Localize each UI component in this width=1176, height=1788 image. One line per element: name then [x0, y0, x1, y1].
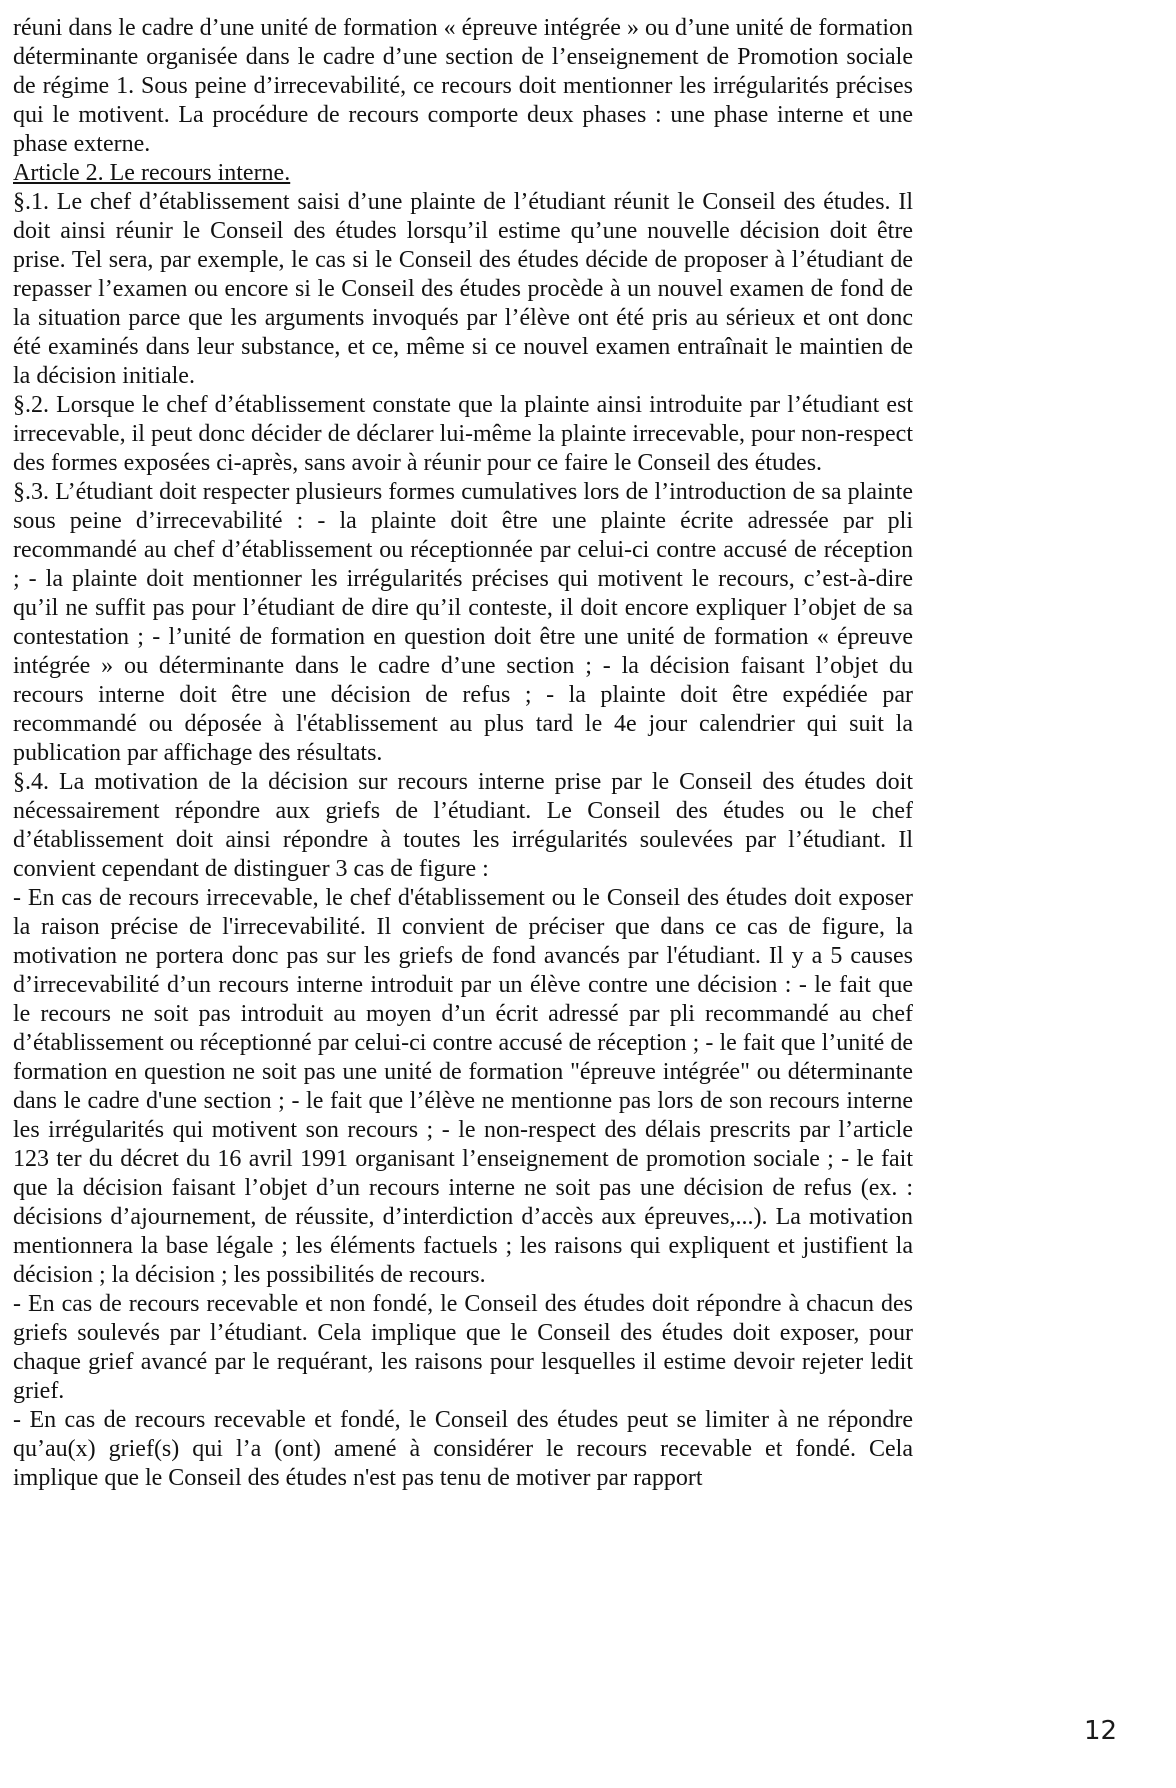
page-number: 12: [1084, 1716, 1118, 1746]
paragraph-continuation: réuni dans le cadre d’une unité de formation « épreuve intégrée » ou d’une unité de formation déterminante organisée dans le cadre d’une section de l’enseignement de Promotion sociale de régime 1. Sous peine d’irrecevabilité, ce recours doit mentionner les irrégularités précises qui le motivent. La procédure de recours comporte deux phases : une phase interne et une phase externe.: [13, 15, 913, 157]
paragraph-section-3: §.3. L’étudiant doit respecter plusieurs formes cumulatives lors de l’introduction de sa plainte sous peine d’irrecevabilité : - la plainte doit être une plainte écrite adressée par pli recommandé au chef d’établissement ou réceptionnée par celui-ci contre accusé de réception ; - la plainte doit mentionner les irrégularités précises qui motivent le recours, c’est-à-dire qu’il ne suffit pas pour l’étudiant de dire qu’il conteste, il doit encore expliquer l’objet de sa contestation ; - l’unité de formation en question doit être une unité de formation « épreuve intégrée » ou déterminante dans le cadre d’une section ; - la décision faisant l’objet du recours interne doit être une décision de refus ; - la plainte doit être expédiée par recommandé ou déposée à l'établissement au plus tard le 4e jour calendrier qui suit la publication par affichage des résultats.: [13, 479, 913, 766]
paragraph-case-irrecevable: - En cas de recours irrecevable, le chef d'établissement ou le Conseil des études doit exposer la raison précise de l'irrecevabilité. Il convient de préciser que dans ce cas de figure, la motivation ne portera donc pas sur les griefs de fond avancés par l'étudiant. Il y a 5 causes d’irrecevabilité d’un recours interne introduit par un élève contre une décision : - le fait que le recours ne soit pas introduit au moyen d’un écrit adressé par pli recommandé au chef d’établissement ou réceptionné par celui-ci contre accusé de réception ; - le fait que l’unité de formation en question ne soit pas une unité de formation "épreuve intégrée" ou déterminante dans le cadre d'une section ; - le fait que l’élève ne mentionne pas lors de son recours interne les irrégularités qui motivent son recours ; - le non-respect des délais prescrits par l’article 123 ter du décret du 16 avril 1991 organisant l’enseignement de promotion sociale ; - le fait que la décision faisant l’objet d’un recours interne ne soit pas une décision de refus (ex. : décisions d’ajournement, de réussite, d’interdiction d’accès aux épreuves,...). La motivation mentionnera la base légale ; les éléments factuels ; les raisons qui expliquent et justifient la décision ; la décision ; les possibilités de recours.: [13, 885, 913, 1288]
paragraph-section-1: §.1. Le chef d’établissement saisi d’une plainte de l’étudiant réunit le Conseil des études. Il doit ainsi réunir le Conseil des études lorsqu’il estime qu’une nouvelle décision doit être prise. Tel sera, par exemple, le cas si le Conseil des études décide de proposer à l’étudiant de repasser l’examen ou encore si le Conseil des études procède à un nouvel examen de fond de la situation parce que les arguments invoqués par l’élève ont été pris au sérieux et ont donc été examinés dans leur substance, et ce, même si ce nouvel examen entraînait le maintien de la décision initiale.: [13, 189, 913, 389]
text-column: [13, 14, 913, 1493]
article-2-heading: Article 2. Le recours interne.: [13, 160, 291, 186]
paragraph-section-4: §.4. La motivation de la décision sur recours interne prise par le Conseil des études doit nécessairement répondre aux griefs de l’étudiant. Le Conseil des études ou le chef d’établissement doit ainsi répondre à toutes les irrégularités soulevées par l’étudiant. Il convient cependant de distinguer 3 cas de figure :: [13, 769, 913, 882]
paragraph-case-recevable-fonde: - En cas de recours recevable et fondé, le Conseil des études peut se limiter à ne répondre qu’au(x) grief(s) qui l’a (ont) amené à considérer le recours recevable et fondé. Cela implique que le Conseil des études n'est pas tenu de motiver par rapport: [13, 1407, 913, 1491]
paragraph-section-2: §.2. Lorsque le chef d’établissement constate que la plainte ainsi introduite par l’étudiant est irrecevable, il peut donc décider de déclarer lui-même la plainte irrecevable, pour non-respect des formes exposées ci-après, sans avoir à réunir pour ce faire le Conseil des études.: [13, 392, 913, 476]
paragraph-case-recevable-non-fonde: - En cas de recours recevable et non fondé, le Conseil des études doit répondre à chacun des griefs soulevés par l’étudiant. Cela implique que le Conseil des études doit exposer, pour chaque grief avancé par le requérant, les raisons pour lesquelles il estime devoir rejeter ledit grief.: [13, 1291, 913, 1404]
